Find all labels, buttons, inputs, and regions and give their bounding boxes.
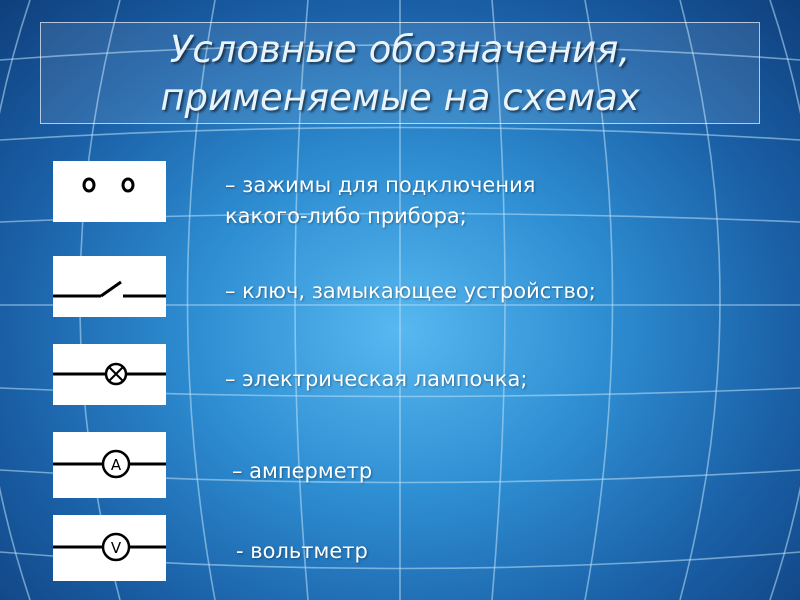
ammeter-letter: A — [110, 456, 122, 474]
title-line-1: Условные обозначения, — [169, 28, 631, 71]
legend-text-line: – амперметр — [232, 459, 373, 483]
lamp-icon — [53, 344, 166, 405]
legend-item-lamp — [225, 364, 527, 395]
legend-text-line: – электрическая лампочка; — [225, 367, 528, 391]
legend-item-ammeter — [232, 456, 372, 487]
legend-item-switch — [225, 276, 596, 307]
terminals-icon — [53, 161, 166, 222]
legend-text-line: какого-либо прибора; — [225, 204, 467, 228]
switch-symbol — [53, 256, 166, 317]
switch-icon — [53, 256, 166, 317]
voltmeter-letter: V — [110, 539, 122, 557]
lamp-symbol — [53, 344, 166, 405]
legend-item-terminals — [225, 170, 535, 232]
legend-text-line: - вольтметр — [236, 539, 368, 563]
legend-text-line: – зажимы для подключения — [225, 173, 536, 197]
voltmeter-icon — [53, 515, 166, 581]
terminals-symbol — [53, 161, 166, 222]
page-title — [40, 26, 760, 122]
title-line-2: применяемые на схемах — [160, 76, 640, 119]
ammeter-icon — [53, 432, 166, 498]
voltmeter-symbol — [53, 515, 166, 581]
legend-item-voltmeter — [236, 536, 368, 567]
ammeter-symbol — [53, 432, 166, 498]
legend-text-line: – ключ, замыкающее устройство; — [225, 279, 596, 303]
